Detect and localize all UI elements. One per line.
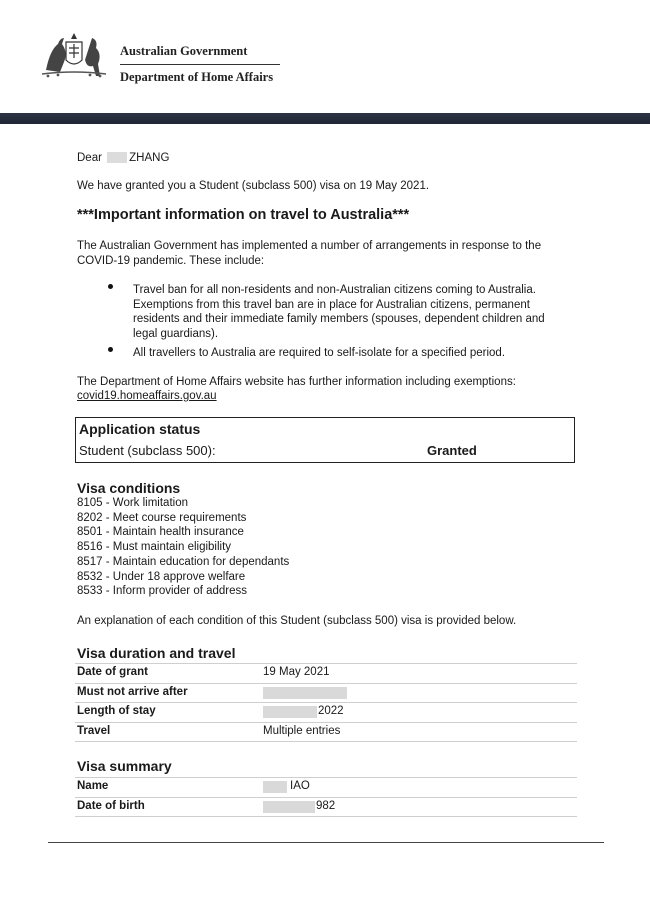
header-divider (120, 64, 280, 65)
visa-summary-heading: Visa summary (77, 758, 172, 774)
salutation: Dear ZHANG (77, 152, 170, 164)
table-row (75, 777, 577, 797)
government-name: Australian Government (120, 44, 248, 58)
condition-item: 8533 - Inform provider of address (77, 585, 248, 598)
redacted-value (263, 781, 287, 793)
row-label: Date of birth (77, 799, 145, 812)
row-value: Multiple entries (263, 724, 341, 737)
row-value: 982 (316, 799, 336, 812)
bullet-travel-ban: Travel ban for all non-residents and non-Australian citizens coming to Australia. Exemptions from this travel ban are in place for Australian citizens, permanent residents and their immediate family members (spouses, dependent children and legal guardians). (133, 284, 545, 340)
intro-paragraph: The Australian Government has implemented a number of arrangements in response to the COVID-19 pandemic. These include: (77, 240, 542, 267)
row-value: 2022 (318, 705, 344, 717)
footer-divider (48, 842, 604, 843)
conditions-explanation: An explanation of each condition of this Student (subclass 500) visa is provided below. (77, 615, 517, 627)
important-heading: ***Important information on travel to Australia*** (77, 207, 410, 223)
grant-statement: We have granted you a Student (subclass 500) visa on 19 May 2021. (77, 180, 430, 192)
row-label: Travel (77, 724, 111, 737)
table-row (75, 722, 577, 743)
department-name: Department of Home Affairs (120, 70, 274, 84)
bullet-self-isolate: All travellers to Australia are required to self-isolate for a specified period. (133, 347, 506, 359)
bullet-icon (108, 284, 113, 289)
redacted-given-name (107, 152, 127, 163)
visa-duration-table (75, 663, 577, 742)
application-status-box (75, 417, 575, 463)
table-row (75, 797, 577, 818)
application-status-label: Student (subclass 500): (79, 443, 216, 458)
condition-item: 8501 - Maintain health insurance (77, 526, 244, 539)
row-label: Date of grant (77, 666, 148, 678)
visa-conditions-heading: Visa conditions (77, 480, 181, 496)
visa-conditions-list (77, 496, 289, 599)
visa-summary-table (75, 777, 577, 817)
condition-item: 8105 - Work limitation (77, 497, 188, 509)
redacted-value (263, 687, 347, 699)
condition-item: 8202 - Meet course requirements (77, 511, 247, 524)
row-value: 19 May 2021 (263, 666, 330, 678)
website-info: The Department of Home Affairs website has further information including exemptions: (77, 376, 516, 388)
application-status-value: Granted (427, 443, 477, 458)
bullet-icon (108, 347, 113, 352)
condition-item: 8517 - Maintain education for dependants (77, 555, 290, 568)
application-status-heading: Application status (79, 421, 201, 437)
header-band (0, 113, 650, 124)
row-value: IAO (290, 780, 310, 792)
condition-item: 8516 - Must maintain eligibility (77, 541, 232, 554)
condition-item: 8532 - Under 18 approve welfare (77, 570, 246, 583)
row-label: Name (77, 780, 109, 792)
covid-website-link[interactable]: covid19.homeaffairs.gov.au (77, 390, 217, 402)
row-label: Length of stay (77, 705, 156, 717)
visa-duration-heading: Visa duration and travel (77, 645, 236, 661)
coat-of-arms-logo (36, 30, 112, 82)
table-row (75, 683, 577, 703)
redacted-value (263, 801, 315, 813)
row-label: Must not arrive after (77, 685, 188, 698)
table-row (75, 663, 577, 683)
table-row (75, 702, 577, 722)
redacted-value (263, 706, 317, 718)
